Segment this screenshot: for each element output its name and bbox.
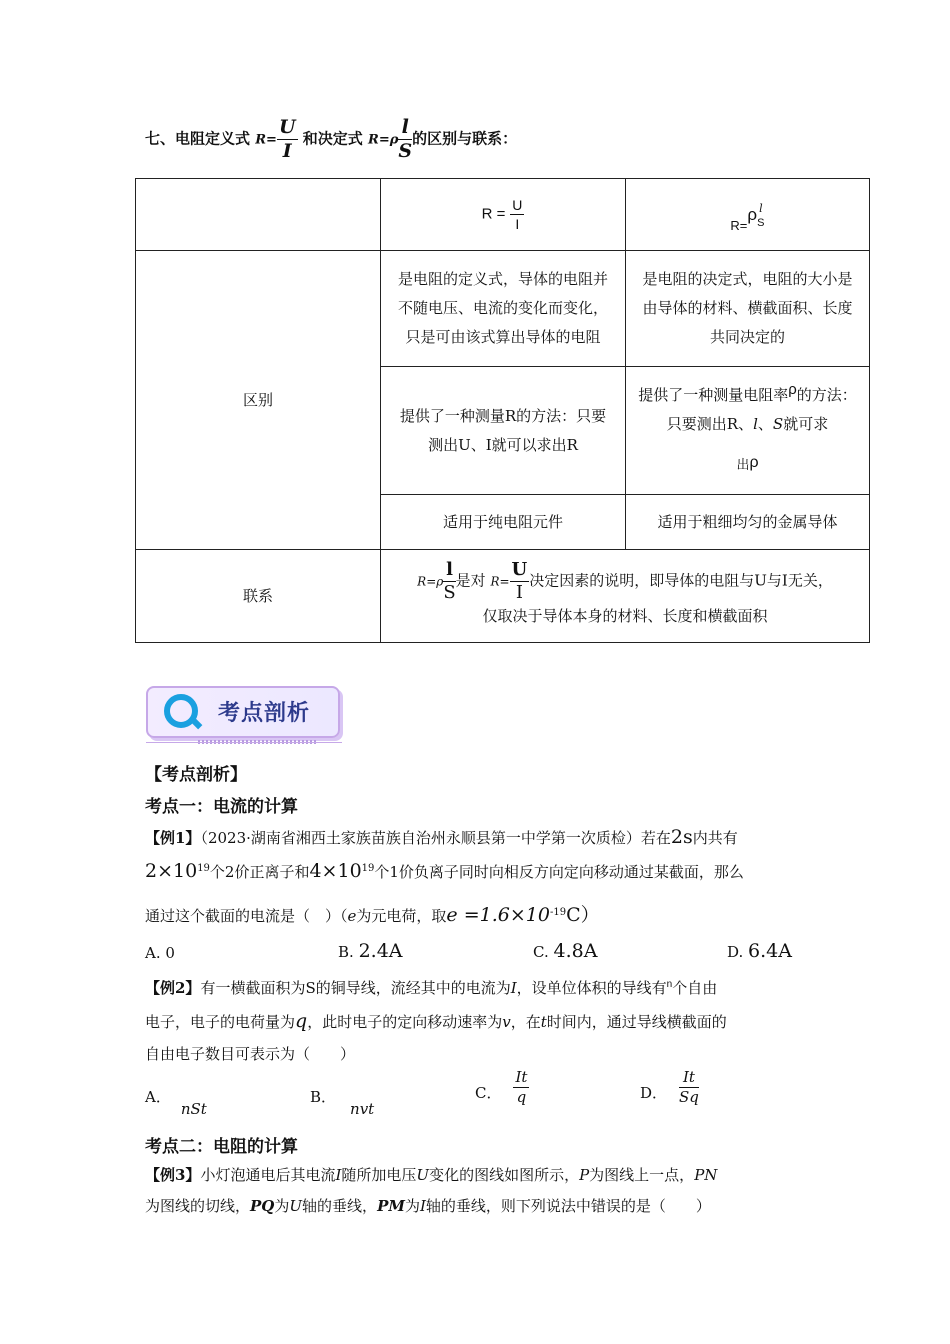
var-e: e	[347, 907, 357, 925]
option-label: B.	[338, 943, 354, 961]
option-fraction	[513, 1070, 529, 1105]
var-n: n	[666, 979, 673, 990]
example-tag: 【例1】	[145, 829, 201, 847]
math-value: 2s	[670, 826, 693, 848]
badge-label: 考点剖析	[218, 701, 311, 726]
frac-num: It	[679, 1070, 699, 1088]
text-part: 时间内，通过导线横截面的	[546, 1013, 727, 1031]
var-s: S	[772, 415, 784, 433]
text-part: 、	[757, 415, 773, 433]
text-part: 出	[736, 458, 750, 473]
option-label: D.	[727, 943, 744, 961]
option-a[interactable]	[145, 1086, 207, 1118]
comparison-table	[135, 178, 870, 643]
math-value: e =1.6×10	[446, 904, 550, 926]
example-3-line-1	[145, 1164, 717, 1185]
frac-num: U	[512, 197, 523, 213]
example-1-line-1	[145, 826, 738, 848]
topic-two-title: 考点二：电阻的计算	[145, 1137, 298, 1157]
option-label: C.	[533, 943, 549, 961]
relation-fraction-1	[443, 561, 455, 602]
frac-num: It	[515, 1068, 528, 1086]
label-relation: 联系	[136, 550, 381, 643]
text-part: 个2价正离子和	[209, 863, 310, 881]
var-pm: PM	[377, 1197, 405, 1215]
text-part: 个1价负离子同时向相反方向定向移动通过某截面，那么	[374, 863, 744, 881]
det-fraction	[757, 203, 765, 229]
header-definition-formula	[381, 179, 626, 251]
example-1-line-3	[145, 900, 600, 927]
cell-def-scope: 适用于纯电阻元件	[381, 495, 626, 550]
option-a[interactable]: A. 0	[145, 944, 175, 962]
text-part: 为元电荷，取	[356, 907, 447, 925]
option-c[interactable]	[475, 1070, 529, 1105]
cell-def-description: 是电阻的定义式，导体的电阻并不随电压、电流的变化而变化，只是可由该式算出导体的电阻	[381, 251, 626, 367]
frac-num: U	[511, 559, 528, 580]
table-row	[136, 550, 870, 643]
math-value: 4×10	[309, 860, 362, 882]
text-part: 轴的垂线，则下列说法中错误的是（ ）	[425, 1197, 711, 1215]
var-p: P	[579, 1166, 590, 1184]
text-part: 变化的图线如图所示，	[429, 1166, 580, 1184]
def-fraction	[510, 198, 524, 231]
cell-det-scope: 适用于粗细均匀的金属导体	[626, 495, 870, 550]
table-header-row	[136, 179, 870, 251]
section-title: 【考点剖析】	[145, 765, 247, 785]
text-part: 仅取决于导体本身的材料、长度和横截面积	[482, 607, 768, 625]
text-part: 随所加电压	[341, 1166, 417, 1184]
option-value: nvt	[350, 1100, 375, 1118]
section-heading	[145, 118, 517, 161]
var-pq: PQ	[250, 1197, 275, 1215]
frac-den: S	[443, 582, 456, 603]
topic-one-title: 考点一：电流的计算	[145, 797, 298, 817]
text-part: 为图线上一点，	[589, 1166, 695, 1184]
frac-den: Sq	[679, 1088, 699, 1106]
var-i: I	[335, 1166, 342, 1184]
cell-relation	[381, 550, 870, 643]
formula-rho: ρ	[747, 204, 758, 224]
heading-r: R=	[255, 132, 277, 148]
rho-symbol: ρ	[788, 381, 797, 398]
heading-prefix: 七、电阻定义式	[145, 129, 251, 148]
example-2-line-1	[145, 977, 717, 998]
text-part: 轴的垂线，	[302, 1197, 378, 1215]
cell-def-method: 提供了一种测量R的方法：只要测出U、I就可以求出R	[381, 367, 626, 495]
example-2-line-2	[145, 1010, 727, 1032]
text-part: 为	[274, 1197, 290, 1215]
option-label: A．	[145, 1088, 171, 1106]
text-part: 是对	[455, 571, 486, 590]
text-part: 内共有	[692, 829, 738, 847]
frac-num: U	[278, 116, 296, 138]
option-d[interactable]	[727, 940, 792, 962]
table-corner-cell	[136, 179, 381, 251]
option-b[interactable]	[338, 940, 403, 962]
heading-suffix: 的区别与联系：	[412, 129, 518, 148]
text-part: 就可求	[783, 415, 829, 433]
badge-underline	[146, 742, 342, 743]
var-v: v	[502, 1013, 511, 1031]
frac-num: l	[398, 118, 412, 140]
option-value: nSt	[180, 1100, 207, 1118]
example-tag: 【例2】	[145, 979, 201, 997]
label-difference: 区别	[136, 251, 381, 550]
var-u: U	[289, 1197, 303, 1215]
text-part: 有一横截面积为S的铜导线，流经其中的电流为	[200, 979, 511, 997]
text-part: 个自由	[672, 979, 718, 997]
frac-den: I	[282, 140, 292, 162]
formula-r: R=	[730, 217, 748, 233]
frac-den: I	[515, 216, 520, 232]
text-part: 电子，电子的电荷量为	[145, 1013, 296, 1031]
option-value: 2.4A	[358, 940, 403, 962]
section-badge	[146, 686, 342, 742]
frac-den: S	[757, 216, 765, 229]
text-part: （2023·湖南省湘西土家族苗族自治州永顺县第一中学第一次质检）若在	[200, 829, 671, 847]
text-part: 提供了一种测量电阻率	[638, 386, 789, 404]
table-row	[136, 251, 870, 367]
var-q: q	[295, 1010, 308, 1032]
var-t: t	[540, 1013, 547, 1031]
frac-den: q	[516, 1088, 527, 1106]
option-label: C．	[475, 1083, 502, 1102]
formula-lhs: R =	[481, 205, 506, 223]
text-part: ，此时电子的定向移动速率为	[307, 1013, 503, 1031]
option-b[interactable]	[310, 1086, 375, 1118]
frac-num: l	[759, 201, 763, 215]
text-part: 决定因素的说明，即导体的电阻与U与I无关，	[529, 571, 833, 590]
frac-den: I	[515, 582, 523, 603]
math-exponent: -19	[549, 907, 567, 918]
heading-det-fraction	[398, 118, 412, 161]
heading-mid: 和决定式	[302, 129, 363, 148]
example-1-line-2	[145, 860, 744, 882]
option-label: B．	[310, 1088, 337, 1106]
option-label: D．	[640, 1083, 668, 1102]
header-determinant-formula	[626, 179, 870, 251]
frac-num: l	[443, 561, 455, 582]
var-l: l	[753, 415, 758, 433]
option-d[interactable]	[640, 1070, 699, 1105]
heading-r-rho: R=ρ	[368, 132, 399, 148]
math-exponent: 19	[197, 863, 210, 874]
var-i: I	[510, 979, 517, 997]
option-fraction	[679, 1070, 699, 1105]
heading-def-fraction	[277, 118, 298, 161]
text-part: 的方法：只要测出R、	[666, 386, 857, 433]
math-value: 2×10	[145, 860, 198, 882]
relation-fraction-2	[510, 561, 530, 602]
rho-symbol: ρ	[749, 454, 759, 471]
example-tag: 【例3】	[145, 1166, 201, 1184]
var-i: I	[419, 1197, 426, 1215]
text-part: ，设单位体积的导线有	[516, 979, 667, 997]
text-part: ，在	[510, 1013, 541, 1031]
example-3-line-2	[145, 1195, 711, 1216]
formula-r-rho: R=ρ	[417, 574, 444, 589]
frac-den: S	[398, 140, 413, 162]
text-part: 为图线的切线，	[145, 1197, 251, 1215]
text-part: 为	[404, 1197, 420, 1215]
option-value: 6.4A	[748, 940, 792, 962]
var-u: U	[416, 1166, 430, 1184]
option-c[interactable]	[533, 940, 597, 962]
text-part: 通过这个截面的电流是（ ）（	[145, 907, 348, 925]
math-unit: C）	[566, 904, 600, 926]
formula-r: R=	[490, 574, 510, 589]
text-part: 小灯泡通电后其电流	[200, 1166, 336, 1184]
cell-det-description: 是电阻的决定式，电阻的大小是由导体的材料、横截面积、长度共同决定的	[626, 251, 870, 367]
var-pn: PN	[694, 1166, 718, 1184]
math-exponent: 19	[361, 863, 375, 874]
option-value: 4.8A	[553, 940, 598, 962]
example-2-line-3: 自由电子数目可表示为（ ）	[145, 1045, 356, 1063]
cell-det-method	[626, 367, 870, 495]
